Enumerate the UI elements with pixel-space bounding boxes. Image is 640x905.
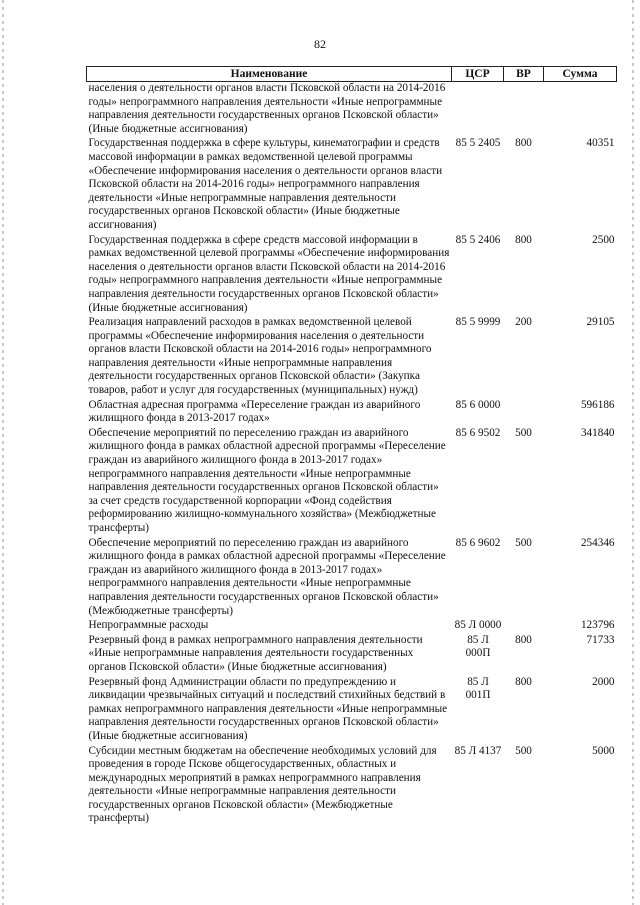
row-csr: 85 Л 000П bbox=[465, 633, 491, 660]
row-name: населения о деятельности органов власти Псковской области на 2014-2016 годы» непрограммного направления деятельности «Иные непрограммные направления деятельности государственных органов Псковской области» (Иные бюджетные ассигнования) bbox=[88, 82, 446, 135]
table-row bbox=[87, 137, 617, 233]
row-sum: 254346 bbox=[580, 536, 615, 549]
row-sum bbox=[544, 82, 617, 138]
row-name: Государственная поддержка в сфере культуры, кинематографии и средств массовой информации в рамках ведомственной целевой программы «Обеспечение информирования населения о деятельности органов власти Псковской области на 2014-2016 годы» непрограммного направления деятельности «Иные непрограммные направления деятельности государственных органов Псковской области» (Иные бюджетные ассигнования) bbox=[88, 137, 443, 231]
row-sum: 2000 bbox=[592, 675, 615, 688]
row-name: Резервный фонд в рамках непрограммного направления деятельности «Иные непрограммные направления деятельности государственных органов Псковской области» (Иные бюджетные ассигнования) bbox=[88, 633, 423, 673]
row-vr: 800 bbox=[515, 137, 532, 150]
row-name: Обеспечение мероприятий по переселению граждан из аварийного жилищного фонда в рамках областной адресной программы «Переселение граждан из аварийного жилищного фонда в 2013-2017 годах» непрограммного направления деятельности «Иные непрограммные направления деятельности государственных органов Псковской области» за счет средств государственной корпорации «Фонд содействия реформированию жилищно-коммунального хозяйства» (Межбюджетные трансферты) bbox=[88, 426, 446, 534]
row-csr bbox=[452, 82, 504, 138]
row-csr: 85 5 2405 bbox=[455, 137, 501, 150]
table-row bbox=[87, 316, 617, 399]
row-vr bbox=[504, 619, 544, 634]
row-vr: 500 bbox=[515, 744, 532, 757]
row-sum: 123796 bbox=[580, 619, 615, 632]
header-sum: Сумма bbox=[544, 67, 617, 82]
table-row bbox=[87, 745, 617, 828]
row-csr: 85 Л 001П bbox=[465, 675, 491, 702]
table-row bbox=[87, 634, 617, 676]
header-vr: ВР bbox=[504, 67, 544, 82]
row-vr bbox=[504, 399, 544, 427]
scan-left-edge bbox=[2, 0, 4, 905]
row-vr: 800 bbox=[515, 233, 532, 246]
row-vr: 500 bbox=[515, 426, 532, 439]
table-row bbox=[87, 537, 617, 620]
row-name: Обеспечение мероприятий по переселению граждан из аварийного жилищного фонда в рамках областной адресной программы «Переселение граждан из аварийного жилищного фонда в 2013-2017 годах» непрограммного направления деятельности «Иные непрограммные направления деятельности государственных органов Псковской области» (Межбюджетные трансферты) bbox=[88, 536, 446, 617]
row-vr: 200 bbox=[515, 316, 532, 329]
row-sum: 341840 bbox=[580, 426, 615, 439]
header-csr: ЦСР bbox=[452, 67, 504, 82]
table-header-row bbox=[87, 67, 617, 82]
row-sum: 2500 bbox=[592, 233, 615, 246]
row-name: Областная адресная программа «Переселение граждан из аварийного жилищного фонда в 2013-2017 годах» bbox=[88, 398, 421, 425]
row-sum: 29105 bbox=[586, 316, 615, 329]
row-sum: 5000 bbox=[592, 744, 615, 757]
row-vr: 800 bbox=[515, 675, 532, 688]
row-vr bbox=[504, 82, 544, 138]
row-name: Непрограммные расходы bbox=[88, 619, 209, 632]
row-csr: 85 Л 0000 bbox=[454, 619, 502, 632]
row-csr: 85 6 9602 bbox=[455, 536, 501, 549]
row-csr: 85 Л 4137 bbox=[454, 744, 502, 757]
table-row bbox=[87, 234, 617, 317]
table-row bbox=[87, 619, 617, 634]
row-sum: 71733 bbox=[586, 633, 615, 646]
table-row bbox=[87, 676, 617, 745]
table-row bbox=[87, 399, 617, 427]
row-csr: 85 6 0000 bbox=[455, 398, 501, 411]
row-vr: 500 bbox=[515, 536, 532, 549]
budget-table bbox=[86, 66, 617, 827]
table-row bbox=[87, 82, 617, 138]
row-csr: 85 5 2406 bbox=[455, 233, 501, 246]
row-csr: 85 5 9999 bbox=[455, 316, 501, 329]
row-sum: 40351 bbox=[586, 137, 615, 150]
row-name: Реализация направлений расходов в рамках ведомственной целевой программы «Обеспечение информирования населения о деятельности органов власти Псковской области на 2014-2016 годы» непрограммного направления деятельности «Иные непрограммные направления деятельности государственных органов Псковской области» (Закупка товаров, работ и услуг для государственных (муниципальных) нужд) bbox=[88, 316, 432, 397]
row-vr: 800 bbox=[515, 633, 532, 646]
row-sum: 596186 bbox=[580, 398, 615, 411]
row-name: Субсидии местным бюджетам на обеспечение необходимых условий для проведения в городе Пскове общегосударственных, областных и международных мероприятий в рамках непрограммного направления деятельности «Иные непрограммные направления деятельности государственных органов Псковской области» (Межбюджетные трансферты) bbox=[88, 744, 437, 825]
row-name: Резервный фонд Администрации области по предупреждению и ликвидации чрезвычайных ситуаций и последствий стихийных бедствий в рамках непрограммного направления деятельности «Иные непрограммные направления деятельности государственных органов Псковской области» (Иные бюджетные ассигнования) bbox=[88, 675, 448, 742]
header-name: Наименование bbox=[87, 67, 452, 82]
table-row bbox=[87, 427, 617, 537]
row-csr: 85 6 9502 bbox=[455, 426, 501, 439]
scan-right-edge bbox=[632, 0, 634, 905]
row-name: Государственная поддержка в сфере средств массовой информации в рамках ведомственной целевой программы «Обеспечение информирования населения о деятельности органов власти Псковской области на 2014-2016 годы» непрограммного направления деятельности «Иные непрограммные направления деятельности государственных органов Псковской области» (Иные бюджетные ассигнования) bbox=[88, 233, 450, 314]
page-number: 82 bbox=[314, 37, 326, 51]
